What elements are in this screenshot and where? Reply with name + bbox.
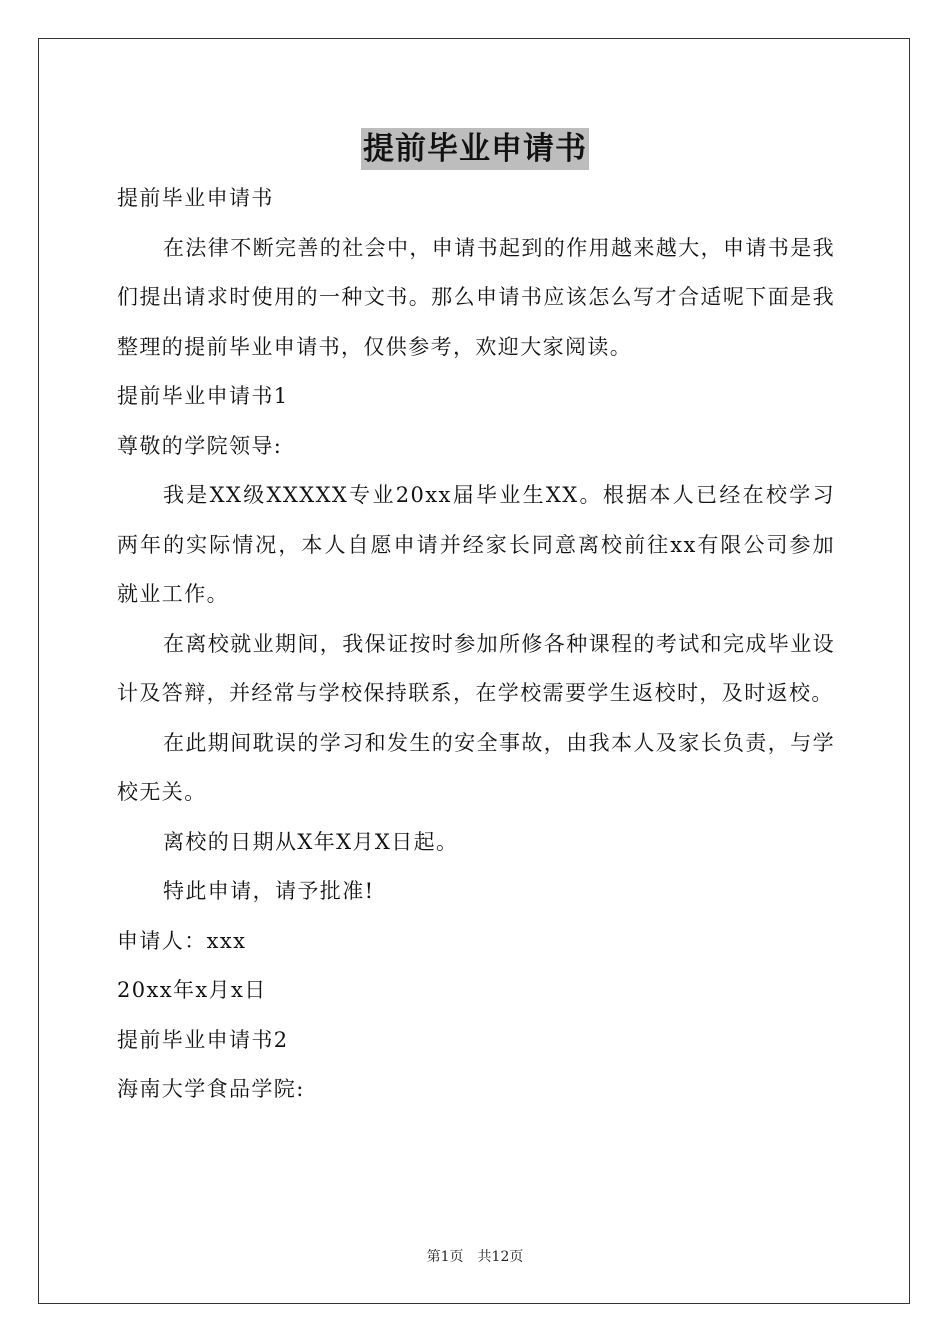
body-paragraph-4: 离校的日期从X年X月X日起。 [163, 829, 459, 854]
document-body [117, 174, 835, 1115]
subtitle-line: 提前毕业申请书 [117, 186, 274, 210]
page-footer [0, 1246, 950, 1266]
salutation: 尊敬的学院领导: [117, 433, 283, 458]
document-title: 提前毕业申请书 [361, 128, 589, 170]
body-paragraph-2: 在离校就业期间，我保证按时参加所修各种课程的考试和完成毕业设计及答辩，并经常与学校保持联系，在学校需要学生返校时，及时返校。 [117, 631, 835, 705]
intro-paragraph: 在法律不断完善的社会中，申请书起到的作用越来越大，申请书是我们提出请求时使用的一种文书。那么申请书应该怎么写才合适呢下面是我整理的提前毕业申请书，仅供参考，欢迎大家阅读。 [117, 235, 835, 359]
title-container [0, 128, 950, 170]
body-paragraph-1: 我是XX级XXXXX专业20xx届毕业生XX。根据本人已经在校学习两年的实际情况，本人自愿申请并经家长同意离校前往xx有限公司参加就业工作。 [117, 483, 835, 606]
closing-request: 特此申请，请予批准! [163, 879, 375, 903]
date-line: 20xx年x月x日 [117, 978, 267, 1002]
body-paragraph-3: 在此期间耽误的学习和发生的安全事故，由我本人及家长负责，与学校无关。 [117, 730, 835, 804]
applicant-line: 申请人：xxx [117, 928, 247, 953]
page-number: 第1页 [426, 1249, 464, 1265]
section-heading-2: 提前毕业申请书2 [117, 1027, 289, 1052]
section-heading-1: 提前毕业申请书1 [117, 384, 289, 408]
page-total: 共12页 [477, 1249, 524, 1265]
salutation-2: 海南大学食品学院: [117, 1077, 305, 1101]
